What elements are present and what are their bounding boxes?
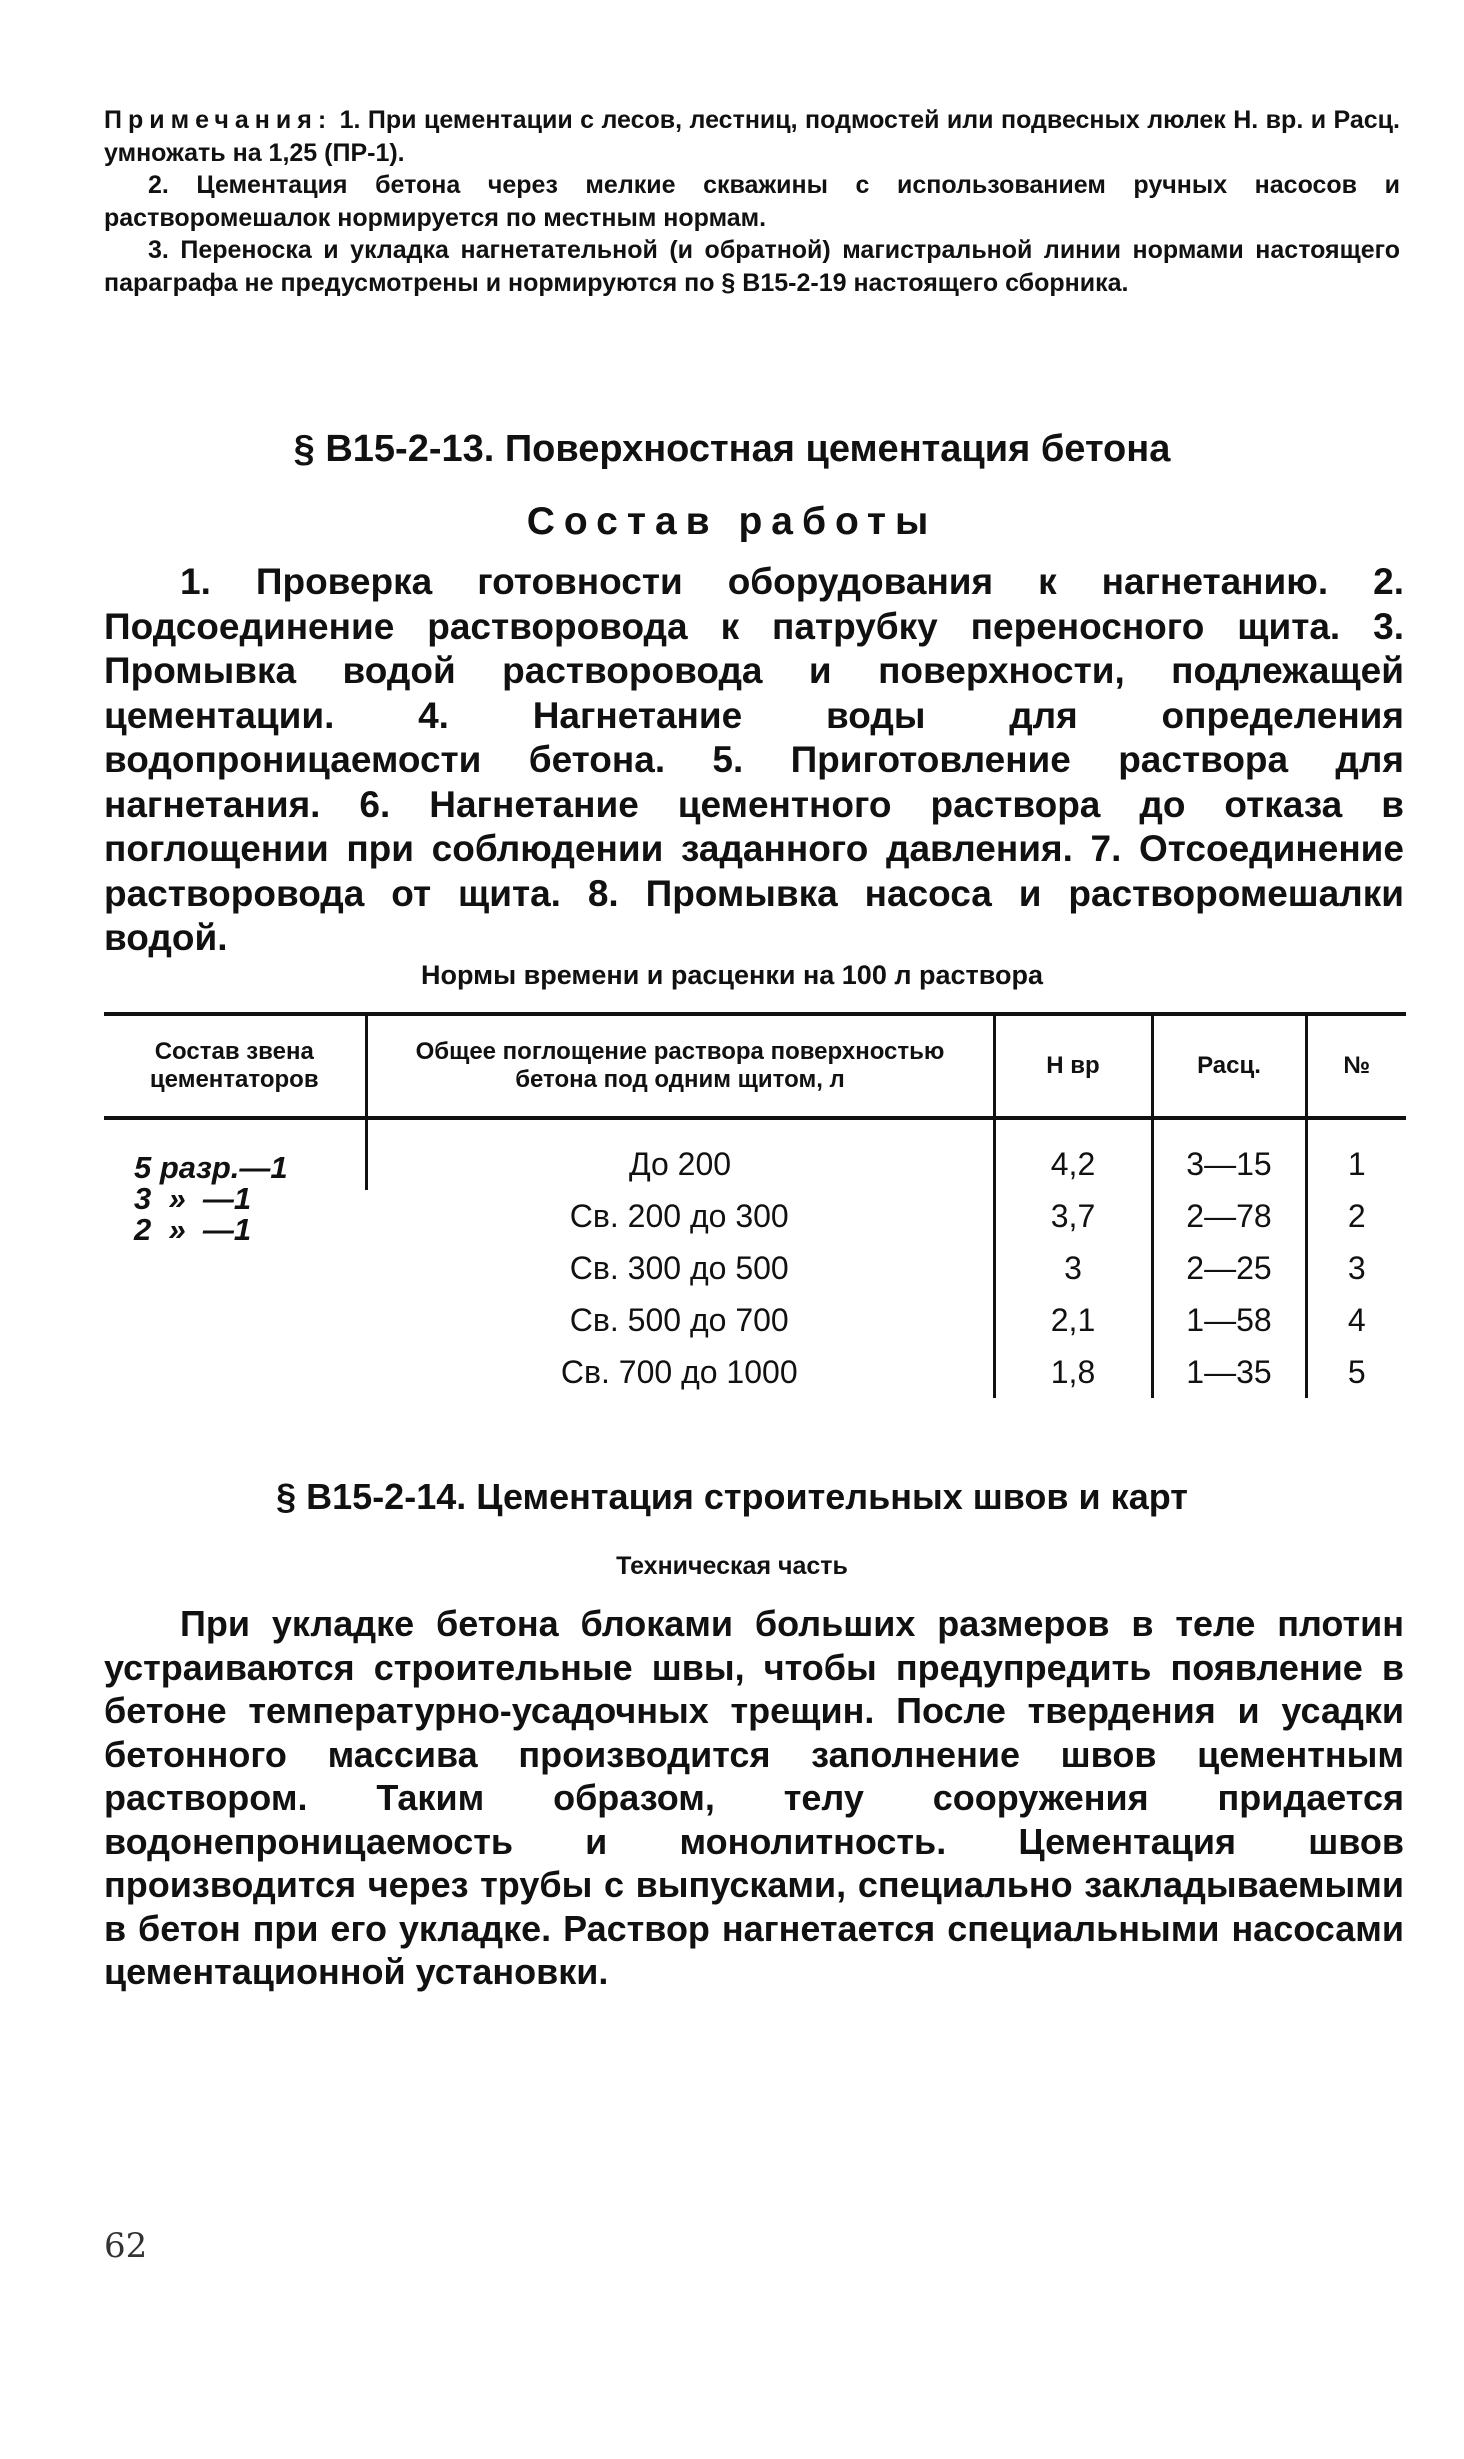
section-13-subtitle: Состав работы: [526, 500, 938, 543]
zveno-cell: [104, 1138, 366, 1398]
note-3: 3. Переноска и укладка нагнетательной (и обратной) магистральной линии нормами настоящего параграфа не предусмотрены и нормируются по § В15-2-19 настоящего сборника.: [104, 236, 1400, 297]
cell-nvr: 1,8: [994, 1346, 1152, 1398]
table-header-row: [104, 1014, 1406, 1118]
notes-label: Примечания:: [104, 106, 333, 134]
cell-num: 5: [1306, 1346, 1406, 1398]
zveno-line: 5 разр.—1: [134, 1150, 288, 1185]
table-row: [104, 1138, 1406, 1190]
cell-pogl: До 200: [366, 1138, 994, 1190]
notes-block: [104, 104, 1400, 299]
cell-rasc: 2—25: [1152, 1242, 1306, 1294]
norms-table: [104, 1012, 1406, 1398]
cell-pogl: Св. 200 до 300: [569, 1197, 789, 1234]
cell-nvr: 4,2: [994, 1138, 1152, 1190]
cell-nvr: 2,1: [994, 1294, 1152, 1346]
cell-nvr: 3,7: [994, 1190, 1152, 1242]
cell-num: 2: [1306, 1190, 1406, 1242]
zveno-line: 3 » —1: [134, 1181, 252, 1216]
note-1: [104, 104, 1400, 169]
header-num: №: [1306, 1014, 1406, 1118]
table-spacer-row: [104, 1118, 1406, 1138]
cell-rasc: 1—58: [1152, 1294, 1306, 1346]
header-pogloshchenie: Общее поглощение раствора поверхностью бетона под одним щитом, л: [366, 1014, 994, 1118]
cell-pogl: Св. 300 до 500: [569, 1249, 789, 1286]
header-zveno: Состав звена цементаторов: [104, 1014, 366, 1118]
note-1-text: 1. При цементации с лесов, лестниц, подмостей или подвесных люлек Н. вр. и Расц. умножать на 1,25 (ПР-1).: [104, 106, 1400, 167]
note-2: 2. Цементация бетона через мелкие скважины с использованием ручных насосов и растворомешалок нормируется по местным нормам.: [104, 171, 1400, 232]
cell-rasc: 3—15: [1152, 1138, 1306, 1190]
page-number: 62: [104, 2226, 148, 2266]
cell-num: 1: [1306, 1138, 1406, 1190]
cell-pogl: Св. 500 до 700: [569, 1301, 789, 1338]
header-nvr: Н вр: [994, 1014, 1152, 1118]
header-rasc: Расц.: [1152, 1014, 1306, 1118]
section-13-title: § В15-2-13. Поверхностная цементация бетона: [293, 428, 1171, 470]
cell-num: 3: [1306, 1242, 1406, 1294]
table-caption: Нормы времени и расценки на 100 л раствора: [421, 960, 1043, 990]
cell-rasc: 1—35: [1152, 1346, 1306, 1398]
cell-pogl: Св. 700 до 1000: [560, 1353, 798, 1390]
cell-num: 4: [1306, 1294, 1406, 1346]
section-14-text: При укладке бетона блоками больших размеров в теле плотин устраиваются строительные швы, чтобы предупредить появление в бетоне температурно-усадочных трещин. После твердения и усадки бетонного массива производится заполнение швов цементным раствором. Таким образом, телу сооружения придается водонепроницаемость и монолитность. Цементация швов производится через трубы с выпусками, специально закладываемыми в бетон при его укладке. Раствор нагнетается специальными насосами цементационной установки.: [104, 1603, 1404, 1992]
section-14-subtitle: Техническая часть: [616, 1552, 848, 1580]
cell-rasc: 2—78: [1152, 1190, 1306, 1242]
section-14-title: § В15-2-14. Цементация строительных швов и карт: [276, 1476, 1188, 1517]
zveno-line: 2 » —1: [134, 1212, 252, 1247]
cell-nvr: 3: [994, 1242, 1152, 1294]
section-13-text: 1. Проверка готовности оборудования к нагнетанию. 2. Подсоединение растворовода к патрубку переносного щита. 3. Промывка водой растворовода и поверхности, подлежащей цементации. 4. Нагнетание воды для определения водопроницаемости бетона. 5. Приготовление раствора для нагнетания. 6. Нагнетание цементного раствора до отказа в поглощении при соблюдении заданного давления. 7. Отсоединение растворовода от щита. 8. Промывка насоса и растворомешалки водой.: [104, 561, 1404, 958]
